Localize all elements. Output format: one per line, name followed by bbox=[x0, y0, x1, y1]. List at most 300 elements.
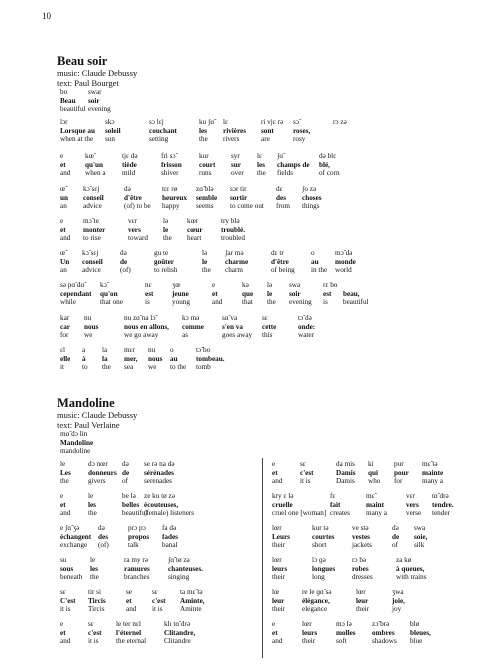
lyric-stanza bbox=[60, 588, 220, 614]
ipa-word: zɔ̃ brə bbox=[372, 620, 390, 628]
ipa-word: kry ɛ lə bbox=[272, 492, 294, 500]
song-composer: music: Claude Debussy bbox=[57, 68, 138, 78]
ipa-line bbox=[60, 249, 375, 258]
gloss-word: verse bbox=[406, 509, 422, 518]
ipa-word: bo bbox=[60, 88, 68, 96]
lyric-stanza bbox=[60, 185, 342, 211]
text-line bbox=[60, 258, 375, 267]
gloss-line bbox=[60, 105, 116, 114]
text-word: leurs bbox=[302, 628, 318, 637]
text-line bbox=[272, 565, 446, 574]
text-word: goûter bbox=[154, 257, 174, 266]
ipa-line bbox=[272, 492, 472, 501]
text-word: tombeau. bbox=[196, 354, 225, 363]
lyric-stanza bbox=[60, 152, 349, 178]
text-line bbox=[60, 501, 214, 510]
ipa-word: sɑ̃ va bbox=[222, 314, 238, 322]
gloss-word: silk bbox=[414, 541, 425, 550]
gloss-word: beautiful bbox=[60, 105, 86, 114]
text-word: le bbox=[267, 289, 273, 298]
gloss-word: it is bbox=[300, 477, 311, 486]
gloss-word: their bbox=[356, 605, 370, 614]
gloss-word: this bbox=[262, 331, 273, 340]
gloss-line bbox=[60, 605, 220, 614]
text-word: soir bbox=[289, 289, 301, 298]
ipa-word: za kø bbox=[396, 556, 412, 564]
ipa-word: rɔ zə bbox=[333, 118, 347, 126]
gloss-word: tomb bbox=[196, 363, 211, 372]
text-word: de bbox=[122, 468, 130, 477]
lyric-stanza bbox=[60, 492, 214, 518]
gloss-word: who bbox=[368, 477, 381, 486]
gloss-word: advice bbox=[83, 202, 102, 211]
gloss-word: and bbox=[212, 298, 223, 307]
gloss-word: Damis bbox=[336, 477, 355, 486]
ipa-word: də bbox=[392, 524, 399, 532]
lyric-stanza bbox=[60, 281, 383, 307]
ipa-word: rɛ bo bbox=[323, 281, 338, 289]
ipa-word: dɛ tr bbox=[271, 249, 284, 257]
ipa-word: e bbox=[212, 281, 216, 289]
ipa-word: mɛr bbox=[124, 346, 136, 354]
ipa-word: mɑ̃ dɔ lin bbox=[60, 430, 88, 438]
gloss-word: it is bbox=[152, 605, 163, 614]
ipa-word: ʃɑ̃ tø zə bbox=[168, 556, 190, 564]
text-line bbox=[60, 629, 214, 638]
ipa-word: də bbox=[120, 249, 127, 257]
gloss-word: rosy bbox=[293, 135, 306, 144]
gloss-word: short bbox=[312, 541, 327, 550]
gloss-word: with trains bbox=[396, 573, 427, 582]
ipa-word: mɔ lə bbox=[336, 620, 352, 628]
ipa-word: rɔ bə bbox=[352, 556, 367, 564]
ipa-word: mɛ̃ tə bbox=[422, 460, 438, 468]
ipa-word: sɛ bbox=[88, 620, 94, 628]
text-word: au bbox=[170, 354, 178, 363]
gloss-word: Clitandre bbox=[164, 637, 191, 646]
text-line bbox=[60, 161, 349, 170]
gloss-word: troubled bbox=[221, 234, 245, 243]
gloss-line bbox=[60, 298, 383, 307]
lyric-stanza bbox=[272, 556, 446, 582]
gloss-line bbox=[60, 509, 214, 518]
text-word: ombres bbox=[372, 628, 395, 637]
text-word: est bbox=[323, 289, 332, 298]
gloss-word: as bbox=[182, 331, 188, 340]
gloss-line bbox=[60, 541, 202, 550]
text-word: d'être bbox=[271, 257, 289, 266]
text-line bbox=[60, 194, 342, 203]
text-word: soir bbox=[88, 96, 100, 105]
ipa-word: swar bbox=[88, 88, 102, 96]
gloss-word: elegance bbox=[302, 605, 328, 614]
gloss-line bbox=[272, 573, 446, 582]
gloss-word: the bbox=[88, 509, 97, 518]
gloss-word: while bbox=[60, 298, 76, 307]
text-word: et bbox=[272, 628, 278, 637]
ipa-word: gu te bbox=[154, 249, 169, 257]
text-word: Damis bbox=[336, 468, 356, 477]
gloss-word: (of) bbox=[120, 266, 131, 275]
lyric-stanza bbox=[60, 249, 375, 275]
ipa-word: nu bbox=[148, 346, 156, 354]
lyric-stanza bbox=[60, 314, 338, 340]
gloss-word: (female) listeners bbox=[144, 509, 195, 518]
gloss-word: soft bbox=[336, 637, 347, 646]
text-word: vers bbox=[406, 500, 419, 509]
text-word: heureux bbox=[162, 193, 188, 202]
ipa-word: dɛ bbox=[276, 185, 283, 193]
ipa-word: le bbox=[88, 492, 94, 500]
text-word: charme bbox=[225, 257, 249, 266]
gloss-word: and bbox=[60, 637, 71, 646]
gloss-word: fields bbox=[277, 169, 293, 178]
text-word: nous bbox=[148, 354, 163, 363]
ipa-word: o bbox=[170, 346, 174, 354]
text-line bbox=[60, 439, 110, 448]
gloss-word: of being bbox=[271, 266, 295, 275]
ipa-word: prɔ pɔ bbox=[128, 524, 146, 532]
gloss-word: jackets bbox=[352, 541, 372, 550]
ipa-word: se rə na də bbox=[144, 460, 175, 468]
text-word: nous bbox=[84, 322, 99, 331]
ipa-word: re le ɡɑ̃ sə bbox=[302, 588, 332, 596]
ipa-word: try blə bbox=[221, 217, 240, 225]
ipa-word: sɔ̃ bbox=[293, 118, 299, 126]
text-line bbox=[60, 355, 236, 364]
text-word: robes bbox=[352, 564, 369, 573]
ipa-word: blø bbox=[410, 620, 420, 628]
gloss-word: setting bbox=[149, 135, 169, 144]
ipa-word: o bbox=[311, 249, 315, 257]
ipa-word: vɛr bbox=[406, 492, 416, 500]
ipa-word: ʃo zə bbox=[302, 185, 317, 193]
gloss-word: talk bbox=[128, 541, 139, 550]
text-word: C'est bbox=[60, 596, 76, 605]
gloss-word: and bbox=[60, 234, 71, 243]
lyric-stanza bbox=[60, 430, 110, 456]
ipa-word: sə pɑ̃ dɑ̃ bbox=[60, 281, 85, 289]
gloss-word: we bbox=[84, 331, 93, 340]
gloss-word: beautiful bbox=[122, 509, 148, 518]
text-word: couchant bbox=[149, 126, 177, 135]
text-word: c'est bbox=[152, 596, 166, 605]
lyric-stanza bbox=[272, 524, 444, 550]
text-word: belles bbox=[122, 500, 140, 509]
text-word: longues bbox=[312, 564, 336, 573]
text-word: conseil bbox=[83, 193, 104, 202]
gloss-word: the bbox=[267, 298, 276, 307]
text-word: comme bbox=[182, 322, 204, 331]
text-word: de bbox=[120, 257, 128, 266]
ipa-word: a bbox=[82, 346, 86, 354]
text-word: qu'on bbox=[100, 289, 118, 298]
song-title: Beau soir bbox=[57, 54, 108, 68]
ipa-word: e ʃɑ̃ ʒə bbox=[60, 524, 80, 532]
ipa-word: vɛr bbox=[128, 217, 138, 225]
text-word: tendre. bbox=[432, 500, 454, 509]
gloss-word: the bbox=[90, 573, 99, 582]
text-word: Mandoline bbox=[60, 438, 94, 447]
text-word: sur bbox=[231, 160, 241, 169]
ipa-word: se bbox=[126, 588, 132, 596]
gloss-word: their bbox=[302, 637, 316, 646]
gloss-word: sea bbox=[124, 363, 134, 372]
gloss-word: exchange bbox=[60, 541, 88, 550]
text-word: cœur bbox=[187, 225, 203, 234]
gloss-line bbox=[60, 234, 263, 243]
text-word: l'éternel bbox=[116, 628, 142, 637]
text-word: un bbox=[60, 193, 68, 202]
ipa-word: kar bbox=[60, 314, 70, 322]
lyric-stanza bbox=[272, 492, 472, 518]
gloss-word: the bbox=[163, 234, 172, 243]
song-poet: text: Paul Verlaine bbox=[57, 420, 120, 430]
ipa-word: də bbox=[122, 460, 129, 468]
song-composer: music: Claude Debussy bbox=[57, 410, 138, 420]
text-word: que bbox=[242, 289, 254, 298]
ipa-word: tɔ̃ bo bbox=[196, 346, 211, 354]
ipa-word: lə bbox=[202, 249, 208, 257]
text-word: au bbox=[311, 257, 319, 266]
gloss-word: the bbox=[199, 135, 208, 144]
ipa-word: sɔr tir bbox=[230, 185, 247, 193]
ipa-word: kɔ mə bbox=[182, 314, 200, 322]
lyric-stanza bbox=[60, 346, 236, 372]
gloss-word: for bbox=[394, 477, 403, 486]
text-word: jeune bbox=[172, 289, 189, 298]
text-word: à bbox=[82, 354, 86, 363]
ipa-word: su bbox=[60, 556, 67, 564]
text-word: s'en va bbox=[222, 322, 243, 331]
ipa-word: da mis bbox=[336, 460, 355, 468]
ipa-word: ri vjɛ rə bbox=[261, 118, 284, 126]
text-word: de bbox=[392, 532, 400, 541]
text-word: blé, bbox=[319, 160, 330, 169]
gloss-word: it is bbox=[88, 637, 99, 646]
gloss-word: seems bbox=[196, 202, 214, 211]
gloss-word: singing bbox=[168, 573, 190, 582]
gloss-line bbox=[60, 266, 375, 275]
text-word: des bbox=[276, 193, 286, 202]
ipa-word: lə bbox=[163, 217, 169, 225]
ipa-word: swa bbox=[289, 281, 301, 289]
gloss-word: sun bbox=[105, 135, 115, 144]
text-word: sous bbox=[60, 564, 74, 573]
text-word: beau, bbox=[343, 289, 360, 298]
ipa-word: be lə bbox=[122, 492, 136, 500]
ipa-word: kur bbox=[199, 152, 209, 160]
gloss-word: for bbox=[60, 331, 69, 340]
text-word: propos bbox=[128, 532, 150, 541]
gloss-word: over bbox=[231, 169, 244, 178]
gloss-line bbox=[60, 169, 349, 178]
ipa-word: syr bbox=[231, 152, 240, 160]
gloss-word: advice bbox=[82, 266, 101, 275]
lyric-stanza bbox=[60, 88, 116, 114]
ipa-line bbox=[60, 588, 220, 597]
text-word: soie, bbox=[414, 532, 428, 541]
ipa-line bbox=[272, 556, 446, 565]
gloss-word: dresses bbox=[352, 573, 373, 582]
column-divider bbox=[262, 458, 263, 658]
ipa-word: mɔ̃ te bbox=[83, 217, 99, 225]
gloss-word: their bbox=[272, 541, 286, 550]
ipa-word: kɔ̃ sɛj bbox=[83, 185, 100, 193]
text-word: Beau bbox=[60, 96, 76, 105]
gloss-word: givers bbox=[88, 477, 106, 486]
gloss-line bbox=[60, 331, 338, 340]
text-word: joie, bbox=[392, 596, 405, 605]
lyric-stanza bbox=[60, 460, 204, 486]
gloss-word: the bbox=[102, 363, 111, 372]
text-word: les bbox=[199, 126, 207, 135]
text-word: le bbox=[163, 225, 169, 234]
ipa-word: le bbox=[90, 556, 96, 564]
gloss-word: their bbox=[272, 573, 286, 582]
gloss-word: mandoline bbox=[60, 447, 91, 456]
gloss-word: water bbox=[298, 331, 314, 340]
gloss-word: world bbox=[335, 266, 352, 275]
ipa-word: lœr bbox=[356, 588, 366, 596]
page-number: 10 bbox=[42, 11, 51, 21]
gloss-word: it bbox=[60, 363, 64, 372]
gloss-word: toward bbox=[128, 234, 148, 243]
text-word: Tircis bbox=[88, 596, 106, 605]
gloss-line bbox=[60, 202, 342, 211]
gloss-word: blue bbox=[410, 637, 423, 646]
ipa-word: lœr bbox=[272, 556, 282, 564]
gloss-word: is bbox=[145, 298, 150, 307]
ipa-word: ʒœ bbox=[172, 281, 181, 289]
ipa-word: ʃɑ̃ bbox=[277, 152, 284, 160]
ipa-line bbox=[60, 620, 214, 629]
ipa-word: tir si bbox=[88, 588, 101, 596]
text-word: donneurs bbox=[88, 468, 117, 477]
gloss-word: creates bbox=[330, 509, 350, 518]
gloss-word: to the bbox=[170, 363, 187, 372]
text-word: pour bbox=[394, 468, 409, 477]
gloss-word: rivers bbox=[223, 135, 240, 144]
gloss-line bbox=[272, 605, 422, 614]
text-word: les bbox=[90, 564, 98, 573]
ipa-word: sɔ lɛj bbox=[149, 118, 164, 126]
text-line bbox=[272, 597, 422, 606]
text-word: court bbox=[199, 160, 216, 169]
ipa-word: fri sɔ̃ bbox=[161, 152, 176, 160]
text-word: fait bbox=[330, 500, 341, 509]
gloss-word: to relish bbox=[154, 266, 178, 275]
text-word: le bbox=[202, 257, 208, 266]
gloss-word: long bbox=[312, 573, 325, 582]
ipa-line bbox=[272, 524, 444, 533]
gloss-line bbox=[272, 477, 462, 486]
gloss-word: beneath bbox=[60, 573, 83, 582]
ipa-word: mɛ̃ bbox=[366, 492, 375, 500]
text-word: sont bbox=[261, 126, 274, 135]
ipa-word: lə bbox=[267, 281, 273, 289]
ipa-word: sɛ bbox=[152, 588, 158, 596]
ipa-line bbox=[60, 524, 202, 533]
ipa-word: swa bbox=[414, 524, 426, 532]
ipa-word: tɑ̃ drə bbox=[432, 492, 449, 500]
ipa-word: kə bbox=[242, 281, 249, 289]
text-word: maint bbox=[366, 500, 384, 509]
gloss-word: mild bbox=[122, 169, 136, 178]
text-word: Aminte, bbox=[180, 596, 205, 605]
text-word: tiède bbox=[122, 160, 137, 169]
text-word: vers bbox=[128, 225, 141, 234]
ipa-line bbox=[60, 492, 214, 501]
text-line bbox=[272, 469, 462, 478]
text-word: Un bbox=[60, 257, 70, 266]
text-line bbox=[272, 629, 440, 638]
gloss-word: that bbox=[242, 298, 253, 307]
ipa-word: trɛ rø bbox=[162, 185, 178, 193]
gloss-word: evening bbox=[88, 105, 111, 114]
gloss-word: Tircis bbox=[88, 605, 105, 614]
gloss-word: is bbox=[323, 298, 328, 307]
gloss-word: an bbox=[60, 266, 67, 275]
ipa-word: ʃar mə bbox=[225, 249, 244, 257]
gloss-word: tender bbox=[432, 509, 450, 518]
text-line bbox=[60, 226, 263, 235]
gloss-word: cruel one [woman] bbox=[272, 509, 327, 518]
text-word: rivières bbox=[223, 126, 247, 135]
gloss-word: the eternal bbox=[116, 637, 147, 646]
lyric-stanza bbox=[60, 620, 214, 646]
ipa-word: lɔ ɡə bbox=[312, 556, 326, 564]
text-word: troublé. bbox=[221, 225, 246, 234]
text-word: à queues, bbox=[396, 564, 425, 573]
gloss-word: and bbox=[272, 477, 283, 486]
gloss-word: many a bbox=[422, 477, 443, 486]
text-word: choses bbox=[302, 193, 322, 202]
text-word: cependant bbox=[60, 289, 92, 298]
text-word: nous en allons, bbox=[124, 322, 169, 331]
text-word: semble bbox=[196, 193, 218, 202]
ipa-word: dɔ nœr bbox=[88, 460, 108, 468]
text-word: ramures bbox=[124, 564, 150, 573]
ipa-word: kɔ̃ bbox=[100, 281, 107, 289]
ipa-line bbox=[272, 588, 422, 597]
text-word: soleil bbox=[105, 126, 121, 135]
text-word: Lorsque au bbox=[60, 126, 95, 135]
gloss-word: from bbox=[276, 202, 290, 211]
ipa-line bbox=[60, 185, 342, 194]
text-word: leur bbox=[356, 596, 369, 605]
gloss-word: joy bbox=[392, 605, 402, 614]
text-word: champs de bbox=[277, 160, 310, 169]
gloss-word: branches bbox=[124, 573, 150, 582]
ipa-word: e bbox=[60, 492, 64, 500]
text-word: chanteuses. bbox=[168, 564, 203, 573]
gloss-word: to rise bbox=[83, 234, 101, 243]
text-word: monde bbox=[335, 257, 356, 266]
text-word: les bbox=[88, 500, 96, 509]
text-word: et bbox=[126, 596, 132, 605]
ipa-word: lɛ bbox=[223, 118, 229, 126]
ipa-word: œ̃ bbox=[60, 185, 66, 193]
song-poet: text: Paul Bourget bbox=[57, 78, 119, 88]
text-word: molles bbox=[336, 628, 356, 637]
gloss-word: to bbox=[82, 363, 88, 372]
gloss-word: charm bbox=[225, 266, 243, 275]
lyric-stanza bbox=[60, 524, 202, 550]
gloss-word: we bbox=[148, 363, 157, 372]
gloss-word: of bbox=[392, 541, 398, 550]
ipa-word: ta mɛ̃ tə bbox=[180, 588, 203, 596]
